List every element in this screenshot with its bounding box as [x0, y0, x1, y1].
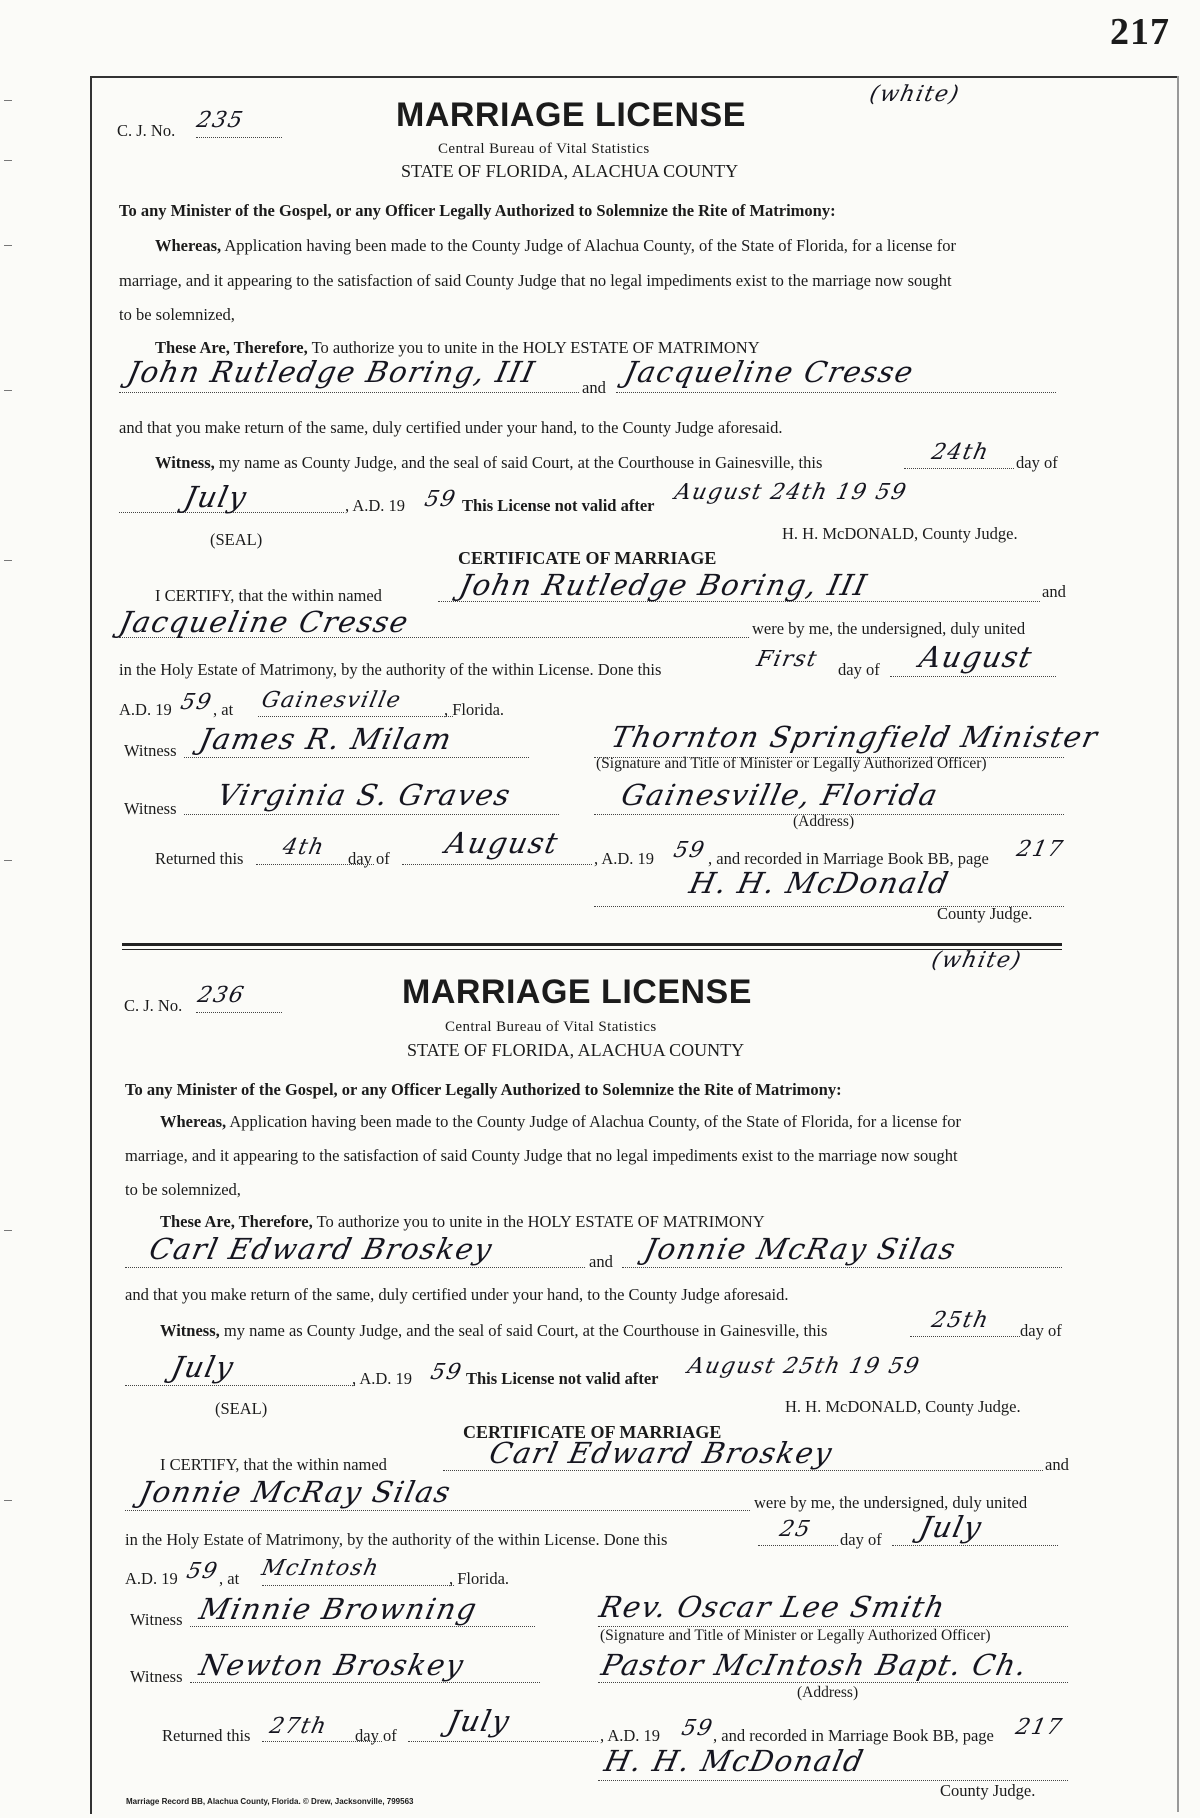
- returned-label: Returned this: [162, 1726, 251, 1745]
- returned-year: 59: [679, 1716, 716, 1741]
- witness-text: my name as County Judge, and the seal of said Court, at the Courthouse in Gainesville, this: [218, 453, 823, 472]
- returned-year: 59: [671, 838, 708, 863]
- judge-signature: H. H. McDonald: [601, 1744, 868, 1778]
- return-text: and that you make return of the same, duly certified under your hand, to the County Judge aforesaid.: [125, 1285, 789, 1304]
- address-caption: (Address): [797, 1684, 859, 1701]
- florida-label: , Florida.: [449, 1569, 510, 1588]
- witness-1: Minnie Browning: [196, 1592, 481, 1626]
- valid-until: August 24th 19 59: [672, 480, 910, 505]
- officiant-address: Pastor McIntosh Bapt. Ch.: [598, 1648, 1031, 1682]
- returned-label: Returned this: [155, 849, 244, 868]
- were-by-me-text: were by me, the undersigned, duly united: [752, 619, 1026, 638]
- ad-label: , A.D. 19: [345, 496, 406, 515]
- authorize-text: To authorize you to unite in the HOLY ESTATE OF MATRIMONY: [316, 1212, 765, 1231]
- cj-label: C. J. No.: [124, 996, 183, 1015]
- and-label: and: [589, 1252, 613, 1271]
- ad-label: , A.D. 19: [600, 1726, 661, 1745]
- were-by-me-text: were by me, the undersigned, duly united: [754, 1493, 1028, 1512]
- day-of-label: day of: [348, 849, 390, 868]
- not-valid-label: This License not valid after: [462, 496, 655, 515]
- married-month: August: [916, 640, 1037, 674]
- record-frame-right: [1177, 76, 1179, 1812]
- these-are-label: These Are, Therefore,: [160, 1212, 313, 1231]
- record-footer: Marriage Record BB, Alachua County, Florida. © Drew, Jacksonville, 799563: [126, 1797, 414, 1806]
- certificate-title: CERTIFICATE OF MARRIAGE: [463, 1422, 722, 1442]
- page-number: 217: [1110, 11, 1170, 53]
- married-day: First: [754, 647, 821, 672]
- book-page: 217: [1013, 1715, 1066, 1740]
- whereas-line-1: Application having been made to the County Judge of Alachua County, of the State of Florida, for a license for: [224, 236, 956, 255]
- issued-month: July: [181, 480, 251, 514]
- county-judge-label: County Judge.: [940, 1781, 1036, 1800]
- and-label: and: [1045, 1455, 1069, 1474]
- signature-caption: (Signature and Title of Minister or Legally Authorized Officer): [596, 755, 987, 772]
- certify-text: I CERTIFY, that the within named: [160, 1455, 387, 1474]
- day-of-label: day of: [1016, 453, 1058, 472]
- judge-printed: H. H. McDONALD, County Judge.: [785, 1397, 1021, 1416]
- state-county-line: STATE OF FLORIDA, ALACHUA COUNTY: [407, 1040, 745, 1060]
- cj-number: 236: [195, 983, 248, 1008]
- officiant-address: Gainesville, Florida: [618, 778, 942, 812]
- issued-day: 25th: [929, 1308, 992, 1333]
- bride-name: Jacqueline Cresse: [621, 355, 918, 389]
- issued-day: 24th: [929, 440, 992, 465]
- married-year: 59: [178, 690, 215, 715]
- issued-year: 59: [422, 487, 459, 512]
- witness-text: my name as County Judge, and the seal of said Court, at the Courthouse in Gainesville, this: [223, 1321, 828, 1340]
- not-valid-label: This License not valid after: [466, 1369, 659, 1388]
- certify-text: I CERTIFY, that the within named: [155, 586, 382, 605]
- cj-number: 235: [194, 108, 247, 133]
- whereas-label: Whereas,: [160, 1112, 227, 1131]
- address-line: To any Minister of the Gospel, or any Officer Legally Authorized to Solemnize the Rite of Matrimony:: [125, 1080, 842, 1099]
- recorded-text: , and recorded in Marriage Book BB, page: [713, 1726, 994, 1745]
- judge-signature: H. H. McDonald: [686, 866, 953, 900]
- married-month: July: [916, 1510, 986, 1544]
- ad-label: , A.D. 19: [352, 1369, 413, 1388]
- witness-2: Virginia S. Graves: [214, 778, 515, 812]
- witness-1-label: Witness: [124, 741, 177, 760]
- section-divider: [122, 943, 1062, 950]
- returned-day: 4th: [280, 835, 328, 860]
- at-label: , at: [219, 1569, 240, 1588]
- groom-name: Carl Edward Broskey: [146, 1232, 497, 1266]
- married-day: 25: [777, 1517, 814, 1542]
- witness-2-label: Witness: [130, 1667, 183, 1686]
- ad-line-label: A.D. 19: [119, 700, 172, 719]
- whereas-line-3: to be solemnized,: [119, 305, 235, 324]
- issued-year: 59: [428, 1360, 465, 1385]
- cert-bride: Jacqueline Cresse: [116, 605, 413, 639]
- bureau-line: Central Bureau of Vital Statistics: [445, 1019, 657, 1035]
- whereas-line-2: marriage, and it appearing to the satisfaction of said County Judge that no legal impediments exist to the marriage now sought: [119, 271, 952, 290]
- book-page: 217: [1014, 837, 1067, 862]
- married-year: 59: [184, 1559, 221, 1584]
- seal-label: (SEAL): [215, 1399, 268, 1418]
- seal-label: (SEAL): [210, 530, 263, 549]
- day-of-label: day of: [838, 660, 880, 679]
- holy-estate-text: in the Holy Estate of Matrimony, by the authority of the within License. Done this: [119, 660, 662, 679]
- whereas-line-1: Application having been made to the County Judge of Alachua County, of the State of Florida, for a license for: [229, 1112, 961, 1131]
- bureau-line: Central Bureau of Vital Statistics: [438, 141, 650, 157]
- cert-bride: Jonnie McRay Silas: [136, 1475, 455, 1509]
- valid-until: August 25th 19 59: [685, 1354, 923, 1379]
- address-line: To any Minister of the Gospel, or any Officer Legally Authorized to Solemnize the Rite of Matrimony:: [119, 201, 836, 220]
- state-county-line: STATE OF FLORIDA, ALACHUA COUNTY: [401, 161, 739, 181]
- cert-groom: John Rutledge Boring, III: [456, 568, 871, 602]
- address-caption: (Address): [793, 813, 855, 830]
- witness-2: Newton Broskey: [196, 1648, 468, 1682]
- race-note: (white): [929, 948, 1025, 973]
- witness-1-label: Witness: [130, 1610, 183, 1629]
- officiant-signature: Thornton Springfield Minister: [608, 720, 1102, 754]
- judge-printed: H. H. McDONALD, County Judge.: [782, 524, 1018, 543]
- cert-groom: Carl Edward Broskey: [486, 1436, 837, 1470]
- whereas-line-2: marriage, and it appearing to the satisfaction of said County Judge that no legal impediments exist to the marriage now sought: [125, 1146, 958, 1165]
- married-place: McIntosh: [259, 1556, 382, 1581]
- race-note: (white): [867, 82, 963, 107]
- authorize-text: To authorize you to unite in the HOLY ESTATE OF MATRIMONY: [311, 338, 760, 357]
- issued-month: July: [168, 1350, 238, 1384]
- bride-name: Jonnie McRay Silas: [641, 1232, 960, 1266]
- these-are-label: These Are, Therefore,: [155, 338, 308, 357]
- florida-label: , Florida.: [444, 700, 505, 719]
- signature-caption: (Signature and Title of Minister or Legally Authorized Officer): [600, 1627, 991, 1644]
- day-of-label: day of: [840, 1530, 882, 1549]
- day-of-label: day of: [355, 1726, 397, 1745]
- return-text: and that you make return of the same, duly certified under your hand, to the County Judge aforesaid.: [119, 418, 783, 437]
- county-judge-label: County Judge.: [937, 904, 1033, 923]
- witness-label-bold: Witness,: [155, 453, 215, 472]
- holy-estate-text: in the Holy Estate of Matrimony, by the authority of the within License. Done this: [125, 1530, 668, 1549]
- and-label: and: [582, 378, 606, 397]
- officiant-signature: Rev. Oscar Lee Smith: [596, 1590, 950, 1624]
- and-label: and: [1042, 582, 1066, 601]
- day-of-label: day of: [1020, 1321, 1062, 1340]
- whereas-line-3: to be solemnized,: [125, 1180, 241, 1199]
- married-place: Gainesville: [259, 688, 404, 713]
- certificate-title: CERTIFICATE OF MARRIAGE: [458, 548, 717, 568]
- license-title: MARRIAGE LICENSE: [402, 973, 752, 1011]
- witness-label-bold: Witness,: [160, 1321, 220, 1340]
- ad-label: , A.D. 19: [594, 849, 655, 868]
- returned-month: July: [444, 1704, 514, 1738]
- whereas-label: Whereas,: [155, 236, 222, 255]
- license-title: MARRIAGE LICENSE: [396, 96, 746, 134]
- witness-1: James R. Milam: [196, 722, 456, 756]
- returned-month: August: [442, 826, 563, 860]
- recorded-text: , and recorded in Marriage Book BB, page: [708, 849, 989, 868]
- at-label: , at: [213, 700, 234, 719]
- witness-2-label: Witness: [124, 799, 177, 818]
- groom-name: John Rutledge Boring, III: [124, 355, 539, 389]
- returned-day: 27th: [267, 1714, 330, 1739]
- cj-label: C. J. No.: [117, 121, 176, 140]
- ad-line-label: A.D. 19: [125, 1569, 178, 1588]
